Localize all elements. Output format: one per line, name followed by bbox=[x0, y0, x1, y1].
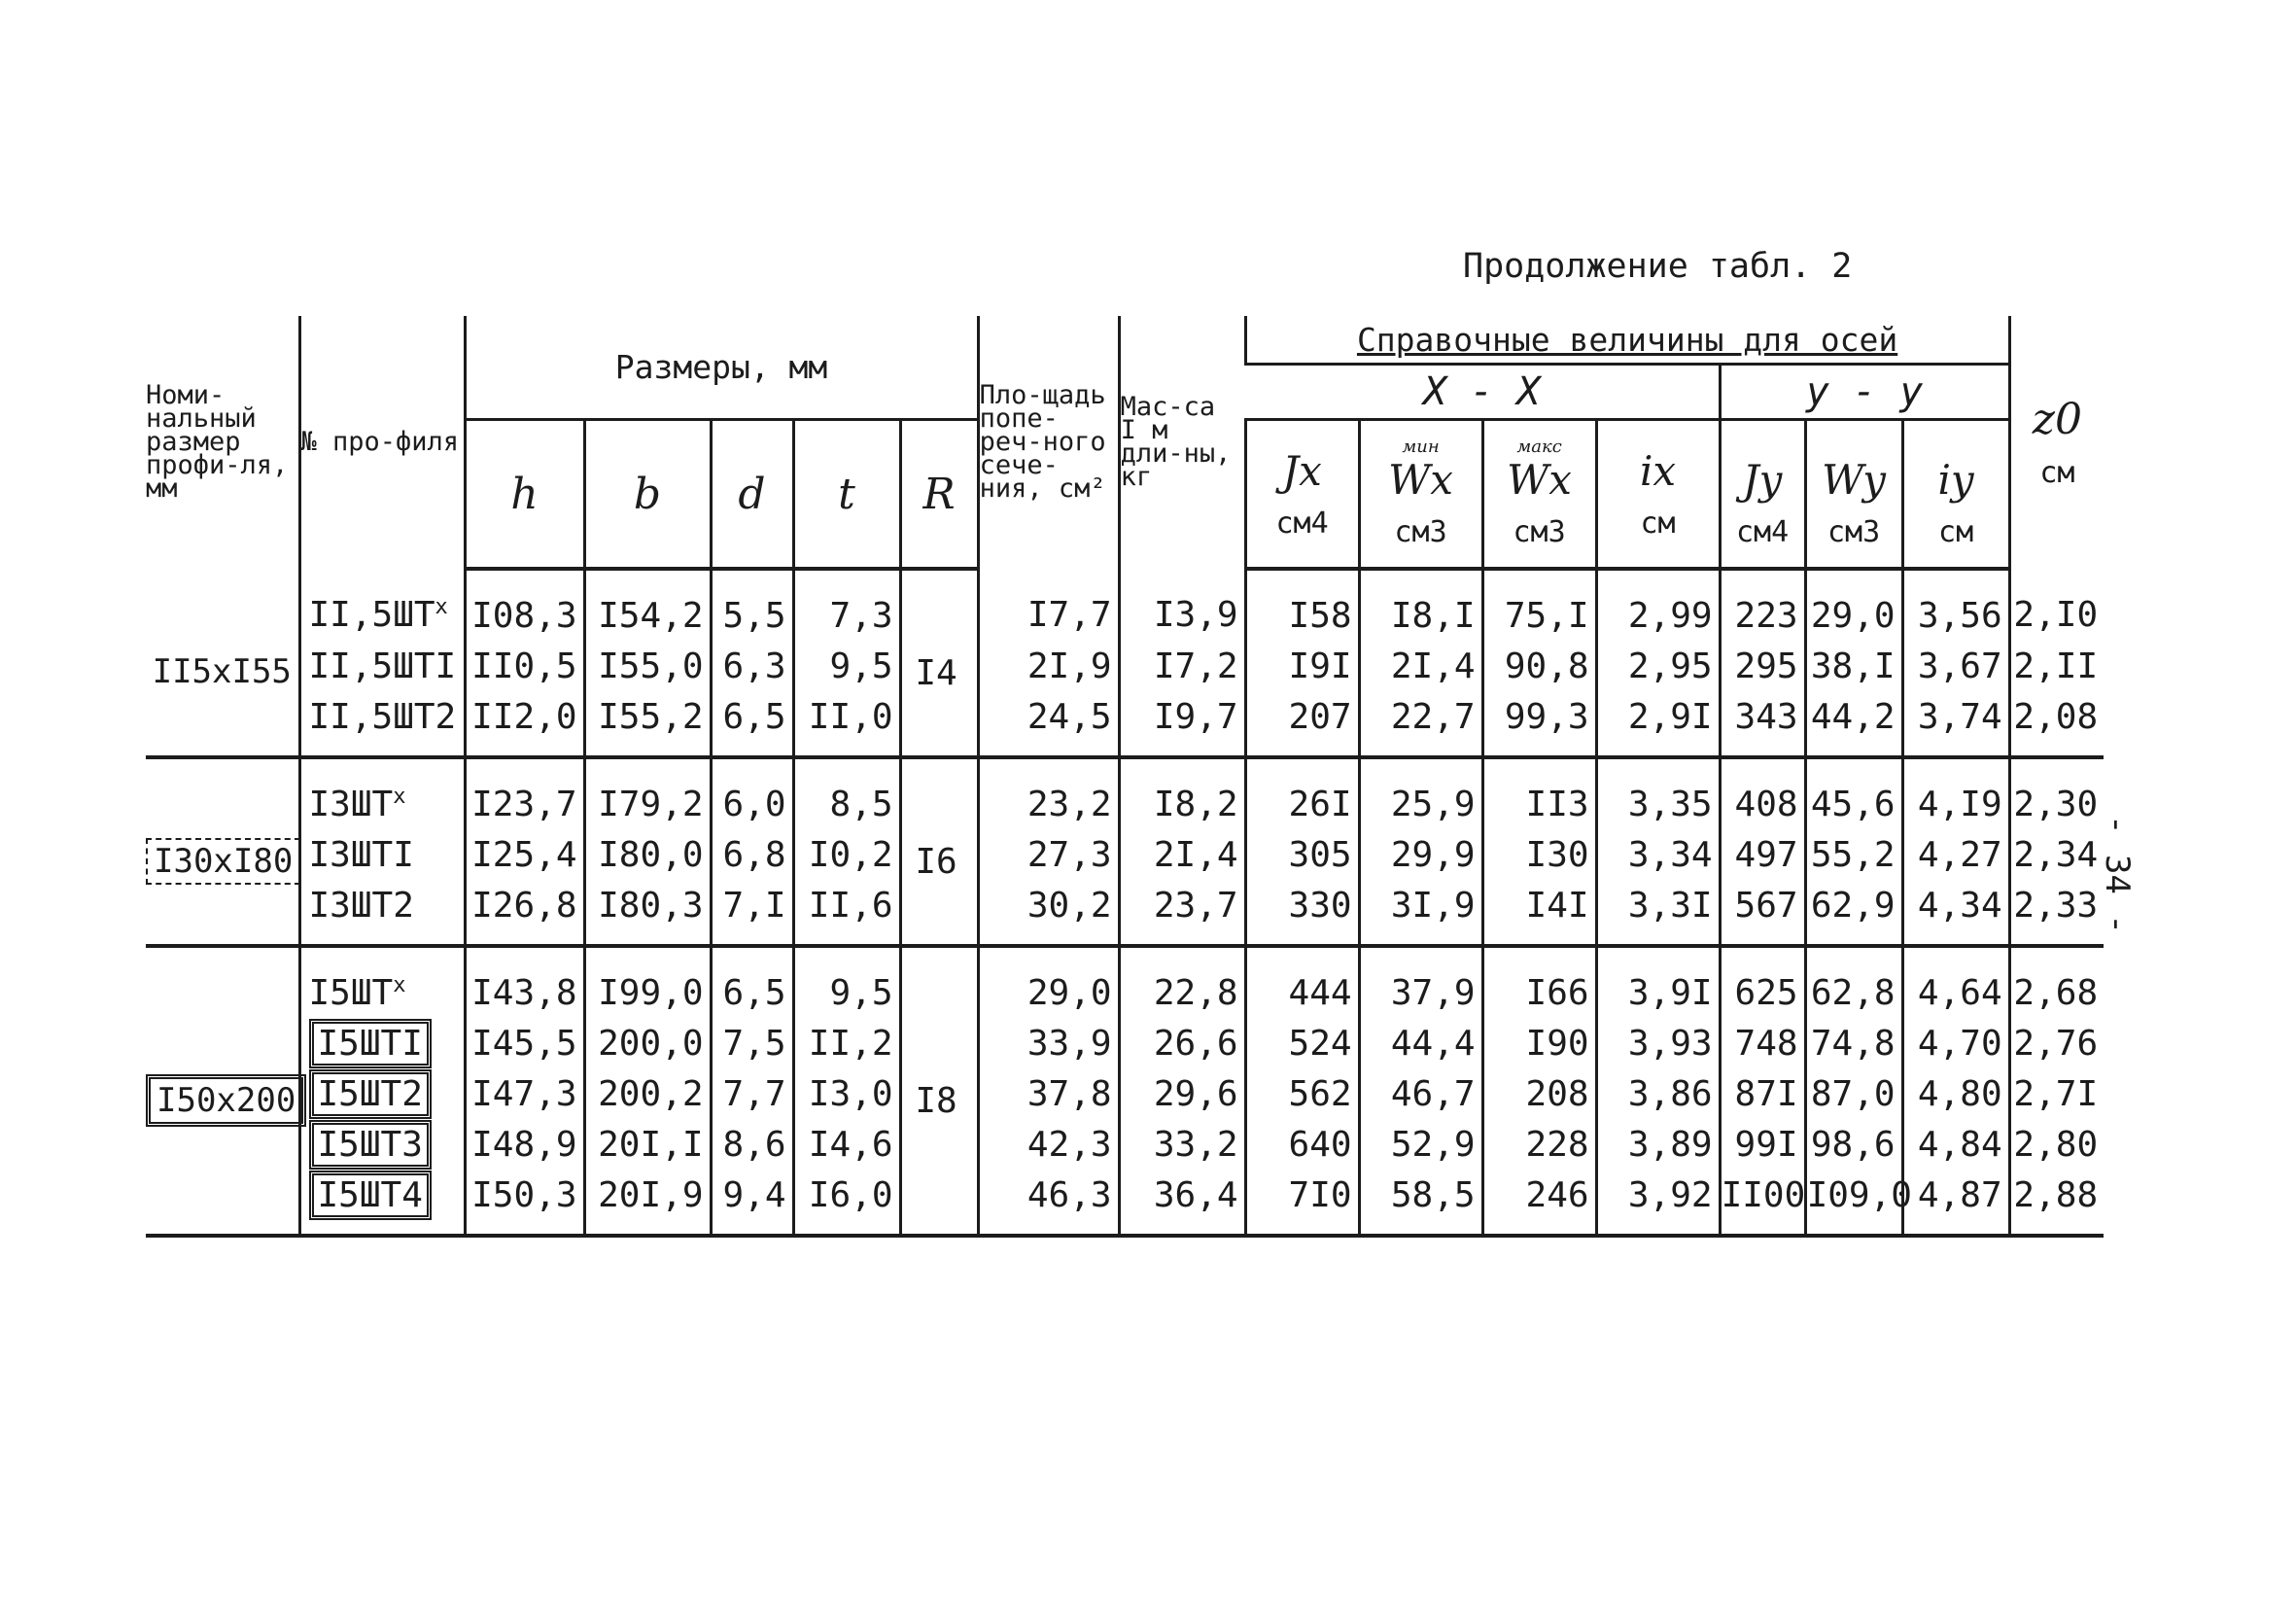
header-Wy: Wy см3 bbox=[1805, 420, 1902, 570]
cell-Jy: 343 bbox=[1720, 691, 1805, 757]
profile-value: I3ШТ bbox=[308, 784, 394, 824]
cell-z0: 2,I0 bbox=[2009, 569, 2104, 641]
profile-value: I5ШТ3 bbox=[309, 1120, 432, 1170]
cell-Jy: 223 bbox=[1720, 569, 1805, 641]
radius-cell: I4 bbox=[900, 569, 978, 757]
profile-cell bbox=[299, 1119, 465, 1170]
nominal-size-cell bbox=[146, 757, 299, 946]
cell-h: I08,3 bbox=[465, 569, 584, 641]
cell-Jx: 640 bbox=[1245, 1119, 1359, 1170]
cell-Jx: 7I0 bbox=[1245, 1170, 1359, 1236]
cell-Wx-min: 3I,9 bbox=[1359, 880, 1482, 946]
cell-Wx-max: I4I bbox=[1482, 880, 1596, 946]
cell-Wx-max: 90,8 bbox=[1482, 641, 1596, 691]
cell-Wx-max: II3 bbox=[1482, 757, 1596, 829]
cell-b: I80,3 bbox=[584, 880, 711, 946]
cell-h: I23,7 bbox=[465, 757, 584, 829]
cell-Jx: 524 bbox=[1245, 1018, 1359, 1068]
cell-z0: 2,34 bbox=[2009, 829, 2104, 880]
header-area: Пло-щадь попе-реч-ного сече-ния, см² bbox=[978, 316, 1119, 569]
cell-d: 6,0 bbox=[711, 757, 793, 829]
cell-Wy: 44,2 bbox=[1805, 691, 1902, 757]
cell-b: I80,0 bbox=[584, 829, 711, 880]
cell-area: 33,9 bbox=[978, 1018, 1119, 1068]
cell-iy: 4,80 bbox=[1902, 1068, 2009, 1119]
header-axis-x: X - X bbox=[1245, 365, 1720, 420]
cell-iy: 4,34 bbox=[1902, 880, 2009, 946]
cell-mass: 29,6 bbox=[1119, 1068, 1245, 1119]
cell-Jy: 295 bbox=[1720, 641, 1805, 691]
profile-cell bbox=[299, 1068, 465, 1119]
cell-d: 8,6 bbox=[711, 1119, 793, 1170]
cell-Wx-min: 25,9 bbox=[1359, 757, 1482, 829]
nominal-size-value: I50x200 bbox=[146, 1074, 306, 1127]
cell-d: 7,I bbox=[711, 880, 793, 946]
cell-Wx-max: 75,I bbox=[1482, 569, 1596, 641]
cell-Wy: 45,6 bbox=[1805, 757, 1902, 829]
nominal-size-cell bbox=[146, 946, 299, 1236]
cell-Wx-max: 228 bbox=[1482, 1119, 1596, 1170]
cell-area: 2I,9 bbox=[978, 641, 1119, 691]
table-row bbox=[146, 880, 2104, 946]
profile-footnote-mark: x bbox=[393, 784, 406, 809]
cell-Jy: 99I bbox=[1720, 1119, 1805, 1170]
cell-mass: 36,4 bbox=[1119, 1170, 1245, 1236]
cell-ix: 2,95 bbox=[1596, 641, 1720, 691]
header-Jx: Jx см4 bbox=[1245, 420, 1359, 570]
table-row bbox=[146, 1119, 2104, 1170]
cell-z0: 2,80 bbox=[2009, 1119, 2104, 1170]
table-row bbox=[146, 829, 2104, 880]
cell-Wx-min: I8,I bbox=[1359, 569, 1482, 641]
cell-area: 37,8 bbox=[978, 1068, 1119, 1119]
cell-t: 9,5 bbox=[793, 641, 900, 691]
cell-z0: 2,30 bbox=[2009, 757, 2104, 829]
cell-Jx: 26I bbox=[1245, 757, 1359, 829]
cell-t: I4,6 bbox=[793, 1119, 900, 1170]
cell-t: II,6 bbox=[793, 880, 900, 946]
cell-mass: 2I,4 bbox=[1119, 829, 1245, 880]
cell-ix: 3,93 bbox=[1596, 1018, 1720, 1068]
cell-mass: 26,6 bbox=[1119, 1018, 1245, 1068]
cell-b: I55,0 bbox=[584, 641, 711, 691]
cell-d: 7,5 bbox=[711, 1018, 793, 1068]
table-row bbox=[146, 946, 2104, 1018]
cell-Jx: I9I bbox=[1245, 641, 1359, 691]
cell-ix: 3,34 bbox=[1596, 829, 1720, 880]
cell-mass: I3,9 bbox=[1119, 569, 1245, 641]
header-axis-y: y - y bbox=[1720, 365, 2009, 420]
cell-Wx-max: I90 bbox=[1482, 1018, 1596, 1068]
cell-Wy: 98,6 bbox=[1805, 1119, 1902, 1170]
header-h: h bbox=[465, 420, 584, 570]
header-z0 bbox=[2009, 316, 2104, 569]
table-row bbox=[146, 1018, 2104, 1068]
nominal-size-value: II5xI55 bbox=[152, 652, 292, 691]
cell-Wx-min: 2I,4 bbox=[1359, 641, 1482, 691]
profile-footnote-mark: x bbox=[435, 594, 448, 619]
profile-value: II,5ШТI bbox=[308, 646, 457, 686]
cell-z0: 2,76 bbox=[2009, 1018, 2104, 1068]
table-row bbox=[146, 641, 2104, 691]
profile-value: II,5ШТ bbox=[308, 594, 435, 635]
cell-Jy: 625 bbox=[1720, 946, 1805, 1018]
cell-ix: 3,3I bbox=[1596, 880, 1720, 946]
header-profile-number: № про-филя bbox=[299, 316, 465, 569]
cell-mass: 22,8 bbox=[1119, 946, 1245, 1018]
cell-ix: 3,86 bbox=[1596, 1068, 1720, 1119]
header-ix: ix см bbox=[1596, 420, 1720, 570]
cell-z0: 2,88 bbox=[2009, 1170, 2104, 1236]
profile-cell bbox=[299, 691, 465, 757]
header-nominal-size: Номи-нальный размер профи-ля, мм bbox=[146, 380, 289, 504]
cell-Wx-max: I30 bbox=[1482, 829, 1596, 880]
cell-ix: 3,35 bbox=[1596, 757, 1720, 829]
cell-h: II0,5 bbox=[465, 641, 584, 691]
cell-Jx: 444 bbox=[1245, 946, 1359, 1018]
cell-mass: 33,2 bbox=[1119, 1119, 1245, 1170]
header-d: d bbox=[711, 420, 793, 570]
radius-cell: I8 bbox=[900, 946, 978, 1236]
cell-Jx: 330 bbox=[1245, 880, 1359, 946]
table-header bbox=[146, 316, 2104, 569]
cell-h: I50,3 bbox=[465, 1170, 584, 1236]
cell-b: I79,2 bbox=[584, 757, 711, 829]
cell-ix: 3,92 bbox=[1596, 1170, 1720, 1236]
profile-footnote-mark: x bbox=[393, 972, 406, 997]
cell-h: I45,5 bbox=[465, 1018, 584, 1068]
cell-area: 29,0 bbox=[978, 946, 1119, 1018]
cell-t: 7,3 bbox=[793, 569, 900, 641]
cell-Wx-min: 46,7 bbox=[1359, 1068, 1482, 1119]
cell-h: I26,8 bbox=[465, 880, 584, 946]
profile-value: I3ШТI bbox=[308, 834, 414, 875]
cell-area: 42,3 bbox=[978, 1119, 1119, 1170]
cell-area: 23,2 bbox=[978, 757, 1119, 829]
cell-Jy: II00 bbox=[1720, 1170, 1805, 1236]
cell-area: 46,3 bbox=[978, 1170, 1119, 1236]
radius-cell: I6 bbox=[900, 757, 978, 946]
cell-Jx: 207 bbox=[1245, 691, 1359, 757]
z0-symbol: z0 bbox=[2032, 395, 2082, 444]
cell-Wx-max: I66 bbox=[1482, 946, 1596, 1018]
cell-z0: 2,68 bbox=[2009, 946, 2104, 1018]
cell-t: II,2 bbox=[793, 1018, 900, 1068]
cell-d: 9,4 bbox=[711, 1170, 793, 1236]
header-iy: iy см bbox=[1902, 420, 2009, 570]
cell-ix: 2,9I bbox=[1596, 691, 1720, 757]
cell-h: I43,8 bbox=[465, 946, 584, 1018]
table-row bbox=[146, 569, 2104, 641]
table-row bbox=[146, 757, 2104, 829]
cell-iy: 4,84 bbox=[1902, 1119, 2009, 1170]
cell-Wx-min: 58,5 bbox=[1359, 1170, 1482, 1236]
cell-z0: 2,7I bbox=[2009, 1068, 2104, 1119]
cell-Wy: 55,2 bbox=[1805, 829, 1902, 880]
cell-area: 24,5 bbox=[978, 691, 1119, 757]
profile-value: I5ШТ2 bbox=[309, 1069, 432, 1119]
cell-b: 20I,9 bbox=[584, 1170, 711, 1236]
profile-value: I3ШТ2 bbox=[308, 885, 414, 926]
cell-mass: I7,2 bbox=[1119, 641, 1245, 691]
profile-cell bbox=[299, 880, 465, 946]
cell-Wy: I09,0 bbox=[1805, 1170, 1902, 1236]
profile-cell bbox=[299, 829, 465, 880]
cell-Wy: 87,0 bbox=[1805, 1068, 1902, 1119]
cell-Wy: 62,9 bbox=[1805, 880, 1902, 946]
cell-h: II2,0 bbox=[465, 691, 584, 757]
cell-d: 7,7 bbox=[711, 1068, 793, 1119]
cell-Wy: 62,8 bbox=[1805, 946, 1902, 1018]
profile-value: I5ШТI bbox=[309, 1019, 432, 1068]
cell-Wx-max: 99,3 bbox=[1482, 691, 1596, 757]
cell-Jy: 408 bbox=[1720, 757, 1805, 829]
profile-value: I5ШТ bbox=[308, 972, 394, 1013]
cell-t: 8,5 bbox=[793, 757, 900, 829]
cell-iy: 3,67 bbox=[1902, 641, 2009, 691]
cell-b: I55,2 bbox=[584, 691, 711, 757]
page-number: - 34 - bbox=[2098, 815, 2137, 934]
cell-Wx-max: 246 bbox=[1482, 1170, 1596, 1236]
cell-Jx: 305 bbox=[1245, 829, 1359, 880]
profile-table bbox=[146, 316, 2104, 1238]
z0-unit: см bbox=[2039, 456, 2075, 490]
cell-b: 200,2 bbox=[584, 1068, 711, 1119]
cell-area: I7,7 bbox=[978, 569, 1119, 641]
cell-h: I47,3 bbox=[465, 1068, 584, 1119]
cell-h: I25,4 bbox=[465, 829, 584, 880]
cell-Jy: 567 bbox=[1720, 880, 1805, 946]
cell-b: 200,0 bbox=[584, 1018, 711, 1068]
cell-iy: 4,70 bbox=[1902, 1018, 2009, 1068]
header-reference-values: Справочные величины для осей bbox=[1245, 316, 2009, 365]
cell-b: I99,0 bbox=[584, 946, 711, 1018]
cell-ix: 3,89 bbox=[1596, 1119, 1720, 1170]
header-R: R bbox=[900, 420, 978, 570]
header-mass: Мас-са I м дли-ны, кг bbox=[1119, 316, 1245, 569]
cell-Wx-max: 208 bbox=[1482, 1068, 1596, 1119]
nominal-size-value: I30xI80 bbox=[146, 838, 300, 885]
profile-value: I5ШТ4 bbox=[309, 1171, 432, 1220]
cell-iy: 3,74 bbox=[1902, 691, 2009, 757]
nominal-size-cell bbox=[146, 569, 299, 757]
profile-cell bbox=[299, 757, 465, 829]
cell-mass: I9,7 bbox=[1119, 691, 1245, 757]
table-row bbox=[146, 1068, 2104, 1119]
cell-mass: 23,7 bbox=[1119, 880, 1245, 946]
header-t: t bbox=[793, 420, 900, 570]
cell-Wx-min: 52,9 bbox=[1359, 1119, 1482, 1170]
cell-b: I54,2 bbox=[584, 569, 711, 641]
cell-t: I0,2 bbox=[793, 829, 900, 880]
cell-Wy: 29,0 bbox=[1805, 569, 1902, 641]
cell-Wy: 38,I bbox=[1805, 641, 1902, 691]
cell-iy: 4,87 bbox=[1902, 1170, 2009, 1236]
cell-z0: 2,08 bbox=[2009, 691, 2104, 757]
cell-z0: 2,33 bbox=[2009, 880, 2104, 946]
cell-t: I3,0 bbox=[793, 1068, 900, 1119]
table-row bbox=[146, 1170, 2104, 1236]
profile-cell bbox=[299, 1170, 465, 1236]
cell-Wy: 74,8 bbox=[1805, 1018, 1902, 1068]
header-Wx-max: макс Wx см3 bbox=[1482, 420, 1596, 570]
cell-Jy: 87I bbox=[1720, 1068, 1805, 1119]
profile-cell bbox=[299, 946, 465, 1018]
cell-t: I6,0 bbox=[793, 1170, 900, 1236]
cell-t: 9,5 bbox=[793, 946, 900, 1018]
cell-Jx: I58 bbox=[1245, 569, 1359, 641]
header-dimensions: Размеры, мм bbox=[465, 316, 978, 420]
cell-Wx-min: 29,9 bbox=[1359, 829, 1482, 880]
cell-iy: 3,56 bbox=[1902, 569, 2009, 641]
cell-Wx-min: 44,4 bbox=[1359, 1018, 1482, 1068]
cell-Wx-min: 22,7 bbox=[1359, 691, 1482, 757]
cell-mass: I8,2 bbox=[1119, 757, 1245, 829]
cell-Jx: 562 bbox=[1245, 1068, 1359, 1119]
cell-iy: 4,64 bbox=[1902, 946, 2009, 1018]
cell-Wx-min: 37,9 bbox=[1359, 946, 1482, 1018]
header-b: b bbox=[584, 420, 711, 570]
cell-iy: 4,27 bbox=[1902, 829, 2009, 880]
table-caption: Продолжение табл. 2 bbox=[1463, 247, 1853, 286]
cell-iy: 4,I9 bbox=[1902, 757, 2009, 829]
cell-t: II,0 bbox=[793, 691, 900, 757]
table-row bbox=[146, 691, 2104, 757]
cell-d: 6,5 bbox=[711, 946, 793, 1018]
cell-d: 6,3 bbox=[711, 641, 793, 691]
table-body bbox=[146, 569, 2104, 1236]
cell-b: 20I,I bbox=[584, 1119, 711, 1170]
cell-area: 30,2 bbox=[978, 880, 1119, 946]
profile-value: II,5ШТ2 bbox=[308, 696, 457, 737]
cell-d: 5,5 bbox=[711, 569, 793, 641]
cell-d: 6,8 bbox=[711, 829, 793, 880]
cell-h: I48,9 bbox=[465, 1119, 584, 1170]
cell-z0: 2,II bbox=[2009, 641, 2104, 691]
header-Wx-min: мин Wx см3 bbox=[1359, 420, 1482, 570]
cell-Jy: 497 bbox=[1720, 829, 1805, 880]
cell-Jy: 748 bbox=[1720, 1018, 1805, 1068]
cell-ix: 2,99 bbox=[1596, 569, 1720, 641]
header-Jy: Jy см4 bbox=[1720, 420, 1805, 570]
cell-d: 6,5 bbox=[711, 691, 793, 757]
profile-cell bbox=[299, 641, 465, 691]
profile-cell bbox=[299, 1018, 465, 1068]
cell-area: 27,3 bbox=[978, 829, 1119, 880]
profile-cell bbox=[299, 569, 465, 641]
cell-ix: 3,9I bbox=[1596, 946, 1720, 1018]
